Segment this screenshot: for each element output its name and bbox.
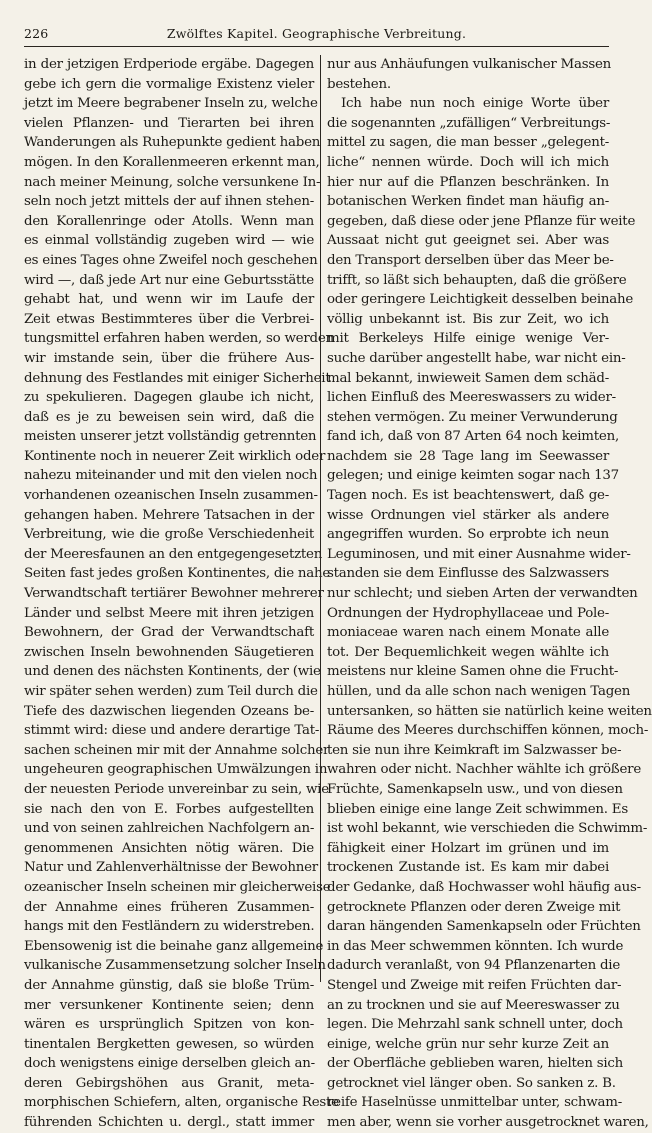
text-line: oder geringere Leichtigkeit desselben beinahe bbox=[327, 292, 634, 308]
text-line: nur aus Anhäufungen vulkanischer Massen bbox=[327, 57, 612, 72]
text-line: der Meeresfaunen an den entgegengesetzten bbox=[24, 546, 323, 562]
text-line: seln noch jetzt mittels der auf ihnen stehen- bbox=[24, 194, 314, 210]
text-line: nur schlecht; und sieben Arten der verwandten bbox=[327, 586, 638, 602]
text-line: nach meiner Meinung, solche versunkene In- bbox=[24, 174, 321, 190]
text-line: botanischen Werken findet man häufig an- bbox=[327, 194, 609, 210]
text-line: legen. Die Mehrzahl sank schnell unter, doch bbox=[327, 1017, 623, 1033]
text-line: der Annahme eines früheren Zusammen- bbox=[24, 899, 314, 915]
text-line: suche darüber angestellt habe, war nicht ein- bbox=[327, 350, 626, 366]
text-line: völlig unbekannt ist. Bis zur Zeit, wo ich bbox=[327, 311, 609, 327]
text-line: dehnung des Festlandes mit einiger Sicherheit bbox=[24, 370, 331, 386]
page-number: 226 bbox=[24, 26, 49, 41]
text-line: Tagen noch. Es ist beachtenswert, daß ge- bbox=[327, 488, 609, 504]
text-line: Stengel und Zweige mit reifen Früchten dar- bbox=[327, 977, 622, 993]
text-line: trockenen Zustande ist. Es kam mir dabei bbox=[327, 860, 609, 876]
text-line: fähigkeit einer Holzart im grünen und im bbox=[327, 840, 609, 856]
text-line: Bewohnern, der Grad der Verwandtschaft bbox=[24, 625, 314, 641]
text-line: es eines Tages ohne Zweifel noch geschehen bbox=[24, 252, 318, 268]
text-line: mer versunkener Kontinente seien; denn bbox=[24, 997, 314, 1013]
text-line: den Korallenringe oder Atolls. Wenn man bbox=[24, 213, 314, 229]
text-line: dadurch veranlaßt, von 94 Pflanzenarten die bbox=[327, 958, 620, 974]
page-header bbox=[24, 24, 609, 47]
text-line: sachen scheinen mir mit der Annahme solcher bbox=[24, 742, 330, 758]
text-line: ten sie nun ihre Keimkraft im Salzwasser be- bbox=[327, 742, 622, 758]
text-line: reife Haselnüsse unmittelbar unter, schwam- bbox=[327, 1095, 622, 1111]
text-line: Kontinente noch in neuerer Zeit wirklich oder bbox=[24, 448, 326, 464]
text-line: Natur und Zahlenverhältnisse der Bewohner bbox=[24, 860, 318, 876]
text-line: zwischen Inseln bewohnenden Säugetieren bbox=[24, 644, 314, 660]
text-line: den Transport derselben über das Meer be- bbox=[327, 252, 614, 268]
text-line: ozeanischer Inseln scheinen mir gleicherweise bbox=[24, 879, 331, 895]
running-title: Zwölftes Kapitel. Geographische Verbreitung. bbox=[166, 26, 467, 41]
text-line: Räume des Meeres durchschiffen können, moch- bbox=[327, 723, 649, 739]
text-line: untersanken, so hätten sie natürlich keine weiten bbox=[327, 703, 652, 719]
text-line: gegeben, daß diese oder jene Pflanze für weite bbox=[327, 213, 636, 229]
text-line: mögen. In den Korallenmeeren erkennt man, bbox=[24, 154, 320, 170]
text-line: gehangen haben. Mehrere Tatsachen in der bbox=[24, 507, 314, 523]
text-line: mit Berkeleys Hilfe einige wenige Ver- bbox=[327, 331, 609, 347]
text-line: der Gedanke, daß Hochwasser wohl häufig aus- bbox=[327, 879, 641, 895]
text-line: Ich habe nun noch einige Worte über bbox=[341, 96, 609, 112]
text-line: trifft, so läßt sich behaupten, daß die größere bbox=[327, 272, 627, 288]
text-line: und denen des nächsten Kontinents, der (wie bbox=[24, 664, 321, 680]
text-line: gebe ich gern die vormalige Existenz vieler bbox=[24, 76, 314, 92]
text-line: standen sie dem Einflusse des Salzwassers bbox=[327, 566, 609, 582]
text-line: mittel zu sagen, die man besser „gelegent- bbox=[327, 135, 609, 151]
text-line: vulkanische Zusammensetzung solcher Inseln bbox=[24, 958, 326, 974]
text-line: wären es ursprünglich Spitzen von kon- bbox=[24, 1017, 314, 1033]
text-line: meisten unserer jetzt vollständig getrennten bbox=[24, 429, 317, 445]
text-line: morphischen Schiefern, alten, organische Reste bbox=[24, 1095, 339, 1111]
text-line: liche“ nennen würde. Doch will ich mich bbox=[327, 154, 609, 170]
text-line: wir imstande sein, über die frühere Aus- bbox=[24, 350, 314, 366]
text-line: stimmt wird: diese und andere derartige Tat- bbox=[24, 723, 320, 739]
text-line: tot. Der Bequemlichkeit wegen wählte ich bbox=[327, 644, 609, 660]
text-line: führenden Schichten u. dergl., statt immer bbox=[24, 1115, 314, 1131]
text-line: tungsmittel erfahren haben werden, so werden bbox=[24, 331, 334, 347]
text-columns bbox=[24, 55, 652, 1131]
text-line: Zeit etwas Bestimmteres über die Verbrei- bbox=[24, 311, 314, 327]
text-line: zu spekulieren. Dagegen glaube ich nicht, bbox=[24, 390, 314, 406]
text-line: Aussaat nicht gut geeignet sei. Aber was bbox=[327, 233, 609, 249]
text-line: der neuesten Periode unvereinbar zu sein, wie bbox=[24, 781, 329, 797]
text-line: die sogenannten „zufälligen“ Verbreitungs- bbox=[327, 115, 611, 131]
text-line: doch wenigstens einige derselben gleich an- bbox=[24, 1056, 315, 1072]
text-line: nachdem sie 28 Tage lang im Seewasser bbox=[327, 448, 609, 464]
column-divider bbox=[320, 55, 321, 982]
text-line: der Annahme günstig, daß sie bloße Trüm- bbox=[24, 977, 314, 993]
text-line: ungeheuren geographischen Umwälzungen in bbox=[24, 762, 328, 778]
text-line: fand ich, daß von 87 Arten 64 noch keimten, bbox=[327, 429, 619, 445]
text-line: hangs mit den Festländern zu widerstreben. bbox=[24, 919, 315, 935]
text-line: angegriffen wurden. So erprobte ich neun bbox=[327, 527, 609, 543]
text-line: und von seinen zahlreichen Nachfolgern an- bbox=[24, 821, 315, 837]
text-line: ist wohl bekannt, wie verschieden die Schwimm- bbox=[327, 821, 648, 837]
text-line: moniaceae waren nach einem Monate alle bbox=[327, 625, 609, 641]
text-line: wir später sehen werden) zum Teil durch die bbox=[24, 684, 318, 699]
text-line: an zu trocknen und sie auf Meereswasser zu bbox=[327, 997, 620, 1013]
text-line: Tiefe des dazwischen liegenden Ozeans be- bbox=[24, 703, 314, 719]
text-line: nahezu miteinander und mit den vielen noch bbox=[24, 468, 318, 484]
text-line: vielen Pflanzen- und Tierarten bei ihren bbox=[24, 115, 314, 131]
left-column bbox=[24, 55, 339, 1133]
text-line: in das Meer schwemmen könnten. Ich wurde bbox=[327, 938, 624, 954]
text-line: deren Gebirgshöhen aus Granit, meta- bbox=[24, 1075, 314, 1091]
text-line: Wanderungen als Ruhepunkte gedient haben bbox=[24, 135, 321, 151]
text-line: daran hängenden Samenkapseln oder Früchten bbox=[327, 919, 641, 935]
text-line: der Oberfläche geblieben waren, hielten sich bbox=[327, 1056, 623, 1072]
text-line: getrocknet viel länger oben. So sanken z. B. bbox=[327, 1075, 616, 1091]
text-line: einige, welche grün nur sehr kurze Zeit an bbox=[327, 1036, 609, 1052]
text-line: jetzt im Meere begrabener Inseln zu, welche bbox=[24, 96, 318, 112]
text-line: hüllen, und da alle schon nach wenigen Tagen bbox=[327, 684, 631, 699]
text-line: wahren oder nicht. Nachher wählte ich größere bbox=[327, 762, 642, 778]
text-line: es einmal vollständig zugeben wird — wie bbox=[24, 233, 314, 249]
text-line: hier nur auf die Pflanzen beschränken. In bbox=[327, 174, 609, 190]
text-line: Verbreitung, wie die große Verschiedenheit bbox=[24, 527, 314, 543]
text-line: getrocknete Pflanzen oder deren Zweige mit bbox=[327, 899, 621, 915]
text-line: vorhandenen ozeanischen Inseln zusammen- bbox=[24, 488, 318, 504]
text-line: Früchte, Samenkapseln usw., und von diesen bbox=[327, 781, 623, 797]
text-line: meistens nur kleine Samen ohne die Frucht- bbox=[327, 664, 619, 680]
text-line: gelegen; und einige keimten sogar nach 137 bbox=[327, 468, 619, 484]
text-line: Ebensowenig ist die beinahe ganz allgemeine bbox=[24, 938, 324, 954]
text-line: men aber, wenn sie vorher ausgetrocknet waren, bbox=[327, 1115, 649, 1131]
text-line: sie nach den von E. Forbes aufgestellten bbox=[24, 801, 314, 817]
text-line: mal bekannt, inwieweit Samen dem schäd- bbox=[327, 370, 609, 386]
text-line: lichen Einfluß des Meereswassers zu wider- bbox=[327, 390, 616, 406]
text-line: blieben einige eine lange Zeit schwimmen. Es bbox=[327, 801, 628, 817]
text-line: Länder und selbst Meere mit ihren jetzigen bbox=[24, 605, 314, 621]
text-line: genommenen Ansichten nötig wären. Die bbox=[24, 840, 314, 856]
text-line: Ordnungen der Hydrophyllaceae und Pole- bbox=[327, 605, 609, 621]
text-line: Seiten fast jedes großen Kontinentes, die nahe bbox=[24, 566, 331, 582]
text-line: wird —, daß jede Art nur eine Geburtsstätte bbox=[24, 272, 314, 288]
text-line: tinentalen Bergketten gewesen, so würden bbox=[24, 1036, 314, 1052]
text-line: Verwandtschaft tertiärer Bewohner mehrerer bbox=[24, 586, 324, 602]
right-column bbox=[327, 55, 652, 1133]
text-line: gehabt hat, und wenn wir im Laufe der bbox=[24, 292, 314, 308]
text-line: stehen vermögen. Zu meiner Verwunderung bbox=[327, 409, 618, 425]
text-line: bestehen. bbox=[327, 76, 391, 92]
text-line: daß es je zu beweisen sein wird, daß die bbox=[24, 409, 314, 425]
text-line: Leguminosen, und mit einer Ausnahme wider- bbox=[327, 546, 631, 562]
text-line: in der jetzigen Erdperiode ergäbe. Dagegen bbox=[24, 57, 314, 72]
text-line: wisse Ordnungen viel stärker als andere bbox=[327, 507, 609, 523]
